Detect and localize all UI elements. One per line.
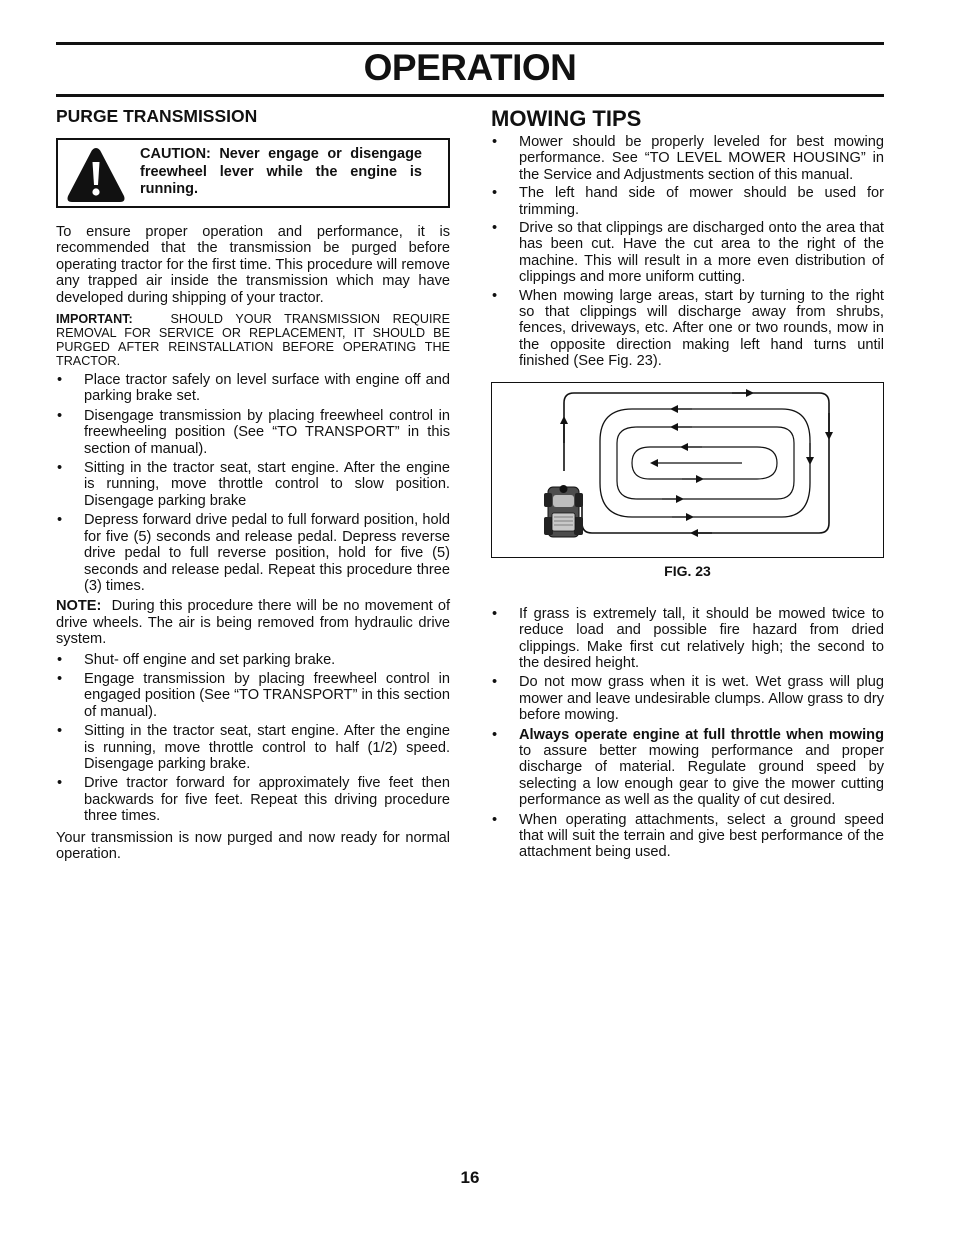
left-column bbox=[56, 104, 450, 862]
intro-paragraph: To ensure proper operation and performance, it is recommended that the transmission be purged before operating tractor for the first time. This procedure will remove any trapped air inside the transmission which may have developed during shipping of your tractor. bbox=[56, 224, 450, 306]
list-item: • If grass is extremely tall, it should be mowed twice to reduce load and possible fire hazard from dried clippings. Make first cut relatively high; the second to the desired height. bbox=[492, 605, 884, 671]
caution-box bbox=[56, 138, 450, 208]
final-paragraph: Your transmission is now purged and now ready for normal operation. bbox=[56, 829, 450, 862]
list-item: • Place tractor safely on level surface with engine off and parking brake set. bbox=[57, 372, 450, 405]
figure-caption: FIG. 23 bbox=[664, 562, 711, 579]
list-item: • Mower should be properly leveled for best mowing performance. See “TO LEVEL MOWER HOUSING” in the Service and Adjustments section of this manual. bbox=[492, 134, 884, 183]
figure-23-box bbox=[491, 382, 884, 558]
list-item: • Always operate engine at full throttle when mowing to assure better mowing performance and proper discharge of material. Regulate ground speed by selecting a low enough gear to give the mower cutting performance as well as the quality of cut desired. bbox=[492, 726, 884, 809]
page-title: OPERATION bbox=[363, 47, 577, 88]
purge-transmission-heading: PURGE TRANSMISSION bbox=[56, 106, 258, 126]
list-item: • Do not mow grass when it is wet. Wet grass will plug mower and leave undesirable clumps. Allow grass to dry before mowing. bbox=[492, 674, 884, 724]
list-item: • Sitting in the tractor seat, start engine. After the engine is running, move throttle control to half (1/2) speed. Disengage parking brake. bbox=[57, 723, 450, 772]
note-label: NOTE: bbox=[56, 598, 102, 615]
note-text: During this procedure there will be no movement of drive wheels. The air is being removed from hydraulic drive system. bbox=[56, 598, 451, 648]
riding-mower-icon bbox=[544, 485, 583, 537]
list-item: • The left hand side of mower should be used for trimming. bbox=[492, 185, 884, 218]
mowing-tips-heading: MOWING TIPS bbox=[491, 106, 642, 131]
list-item: • When mowing large areas, start by turning to the right so that clippings will discharge away from shrubs, fences, driveways, etc. After one or two rounds, mow in the opposite direction making left hand turns until finished (See Fig. 23). bbox=[492, 287, 884, 370]
title-underline bbox=[56, 94, 884, 97]
mowing-tips-list-1 bbox=[491, 134, 884, 370]
list-item: • Drive so that clippings are discharged onto the area that has been cut. Have the cut area to the right of the machine. This will result in a more even distribution of clippings and more uniform cutting. bbox=[492, 220, 884, 286]
note-paragraph bbox=[56, 598, 450, 647]
list-item: • Sitting in the tractor seat, start engine. After the engine is running, move throttle control to slow position. Disengage parking brake bbox=[57, 460, 450, 509]
warning-triangle-icon bbox=[65, 145, 127, 205]
purge-steps-list-2 bbox=[56, 652, 450, 825]
list-item: • Disengage transmission by placing freewheel control in freewheeling position (See “TO TRANSPORT” in this section of manual). bbox=[57, 407, 450, 457]
important-notice bbox=[56, 312, 450, 368]
important-text: SHOULD YOUR TRANSMISSION REQUIRE REMOVAL FOR SERVICE OR REPLACEMENT, IT SHOULD BE PURGED AFTER REINSTALLATION BEFORE OPERATING THE TRACTOR. bbox=[56, 312, 450, 369]
list-item: • Depress forward drive pedal to full forward position, hold for five (5) seconds and release pedal. Depress reverse drive pedal to full reverse position, hold for five (5) seconds and release pedal. Repeat this procedure three (3) times. bbox=[57, 512, 450, 594]
list-item: • Engage transmission by placing freewheel control in engaged position (See “TO TRANSPORT” in this section of manual). bbox=[57, 670, 450, 720]
right-column bbox=[491, 104, 884, 864]
purge-steps-list-1 bbox=[56, 372, 450, 594]
throttle-text: to assure better mowing performance and proper discharge of material. Regulate ground speed by selecting a low enough gear to give the mower cutting performance as well as the quality of cut desired. bbox=[519, 742, 884, 809]
list-item: • Drive tractor forward for approximately five feet then backwards for five feet. Repeat this driving procedure three times. bbox=[57, 775, 450, 825]
throttle-bold-text: Always operate engine at full throttle when mowing bbox=[519, 726, 884, 743]
list-item: • When operating attachments, select a ground speed that will suit the terrain and give best performance of the attachment being used. bbox=[492, 811, 884, 861]
page-number: 16 bbox=[460, 1168, 480, 1187]
mowing-tips-list-2 bbox=[491, 606, 884, 861]
list-item: • Shut- off engine and set parking brake. bbox=[57, 651, 336, 668]
caution-text: CAUTION: Never engage or disengage freewheel lever while the engine is running. bbox=[140, 146, 422, 197]
mowing-pattern-diagram bbox=[492, 383, 883, 557]
important-label: IMPORTANT: bbox=[56, 312, 133, 327]
